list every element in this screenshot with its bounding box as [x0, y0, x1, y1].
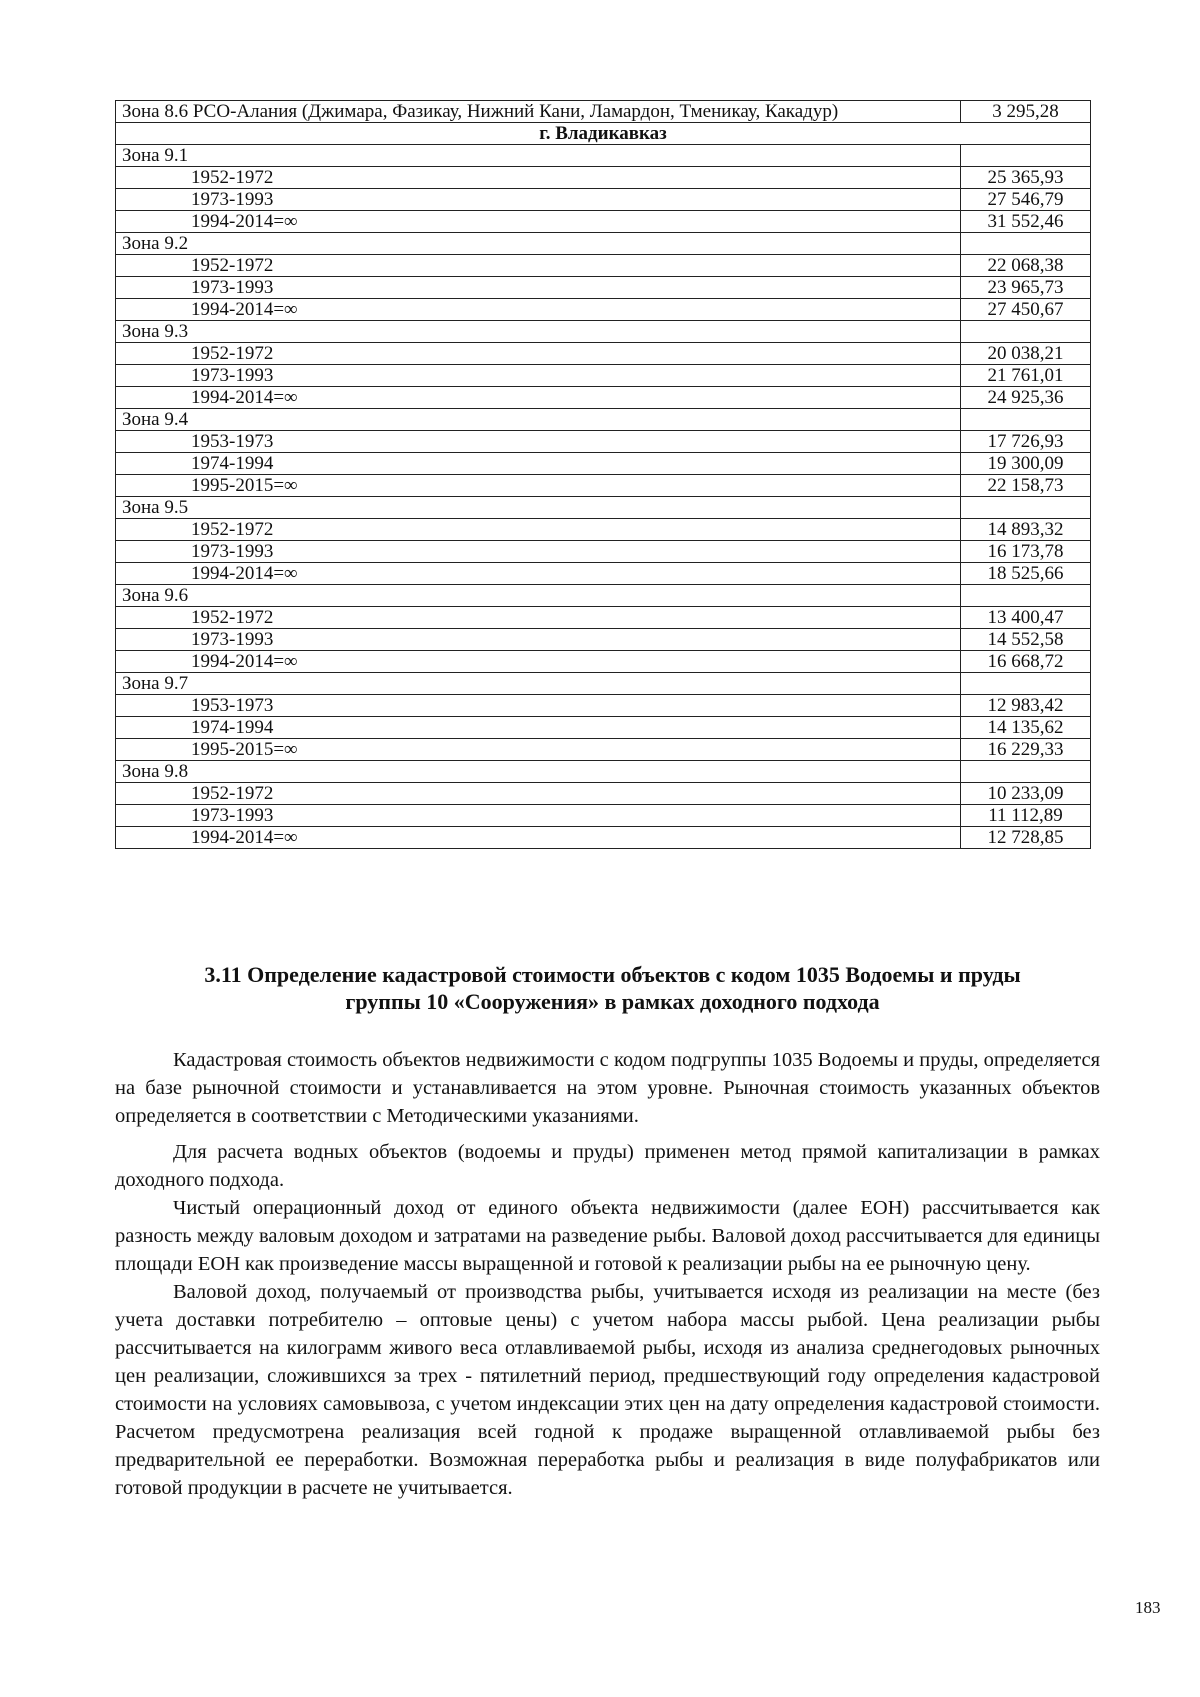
table-row: [116, 409, 1091, 431]
table-row: [116, 541, 1091, 563]
period-cell: 1994-2014=∞: [116, 211, 961, 233]
section-heading: [120, 961, 1105, 1015]
value-cell: 31 552,46: [961, 211, 1091, 233]
zone-label: Зона 9.4: [116, 409, 961, 431]
value-cell: 16 173,78: [961, 541, 1091, 563]
table-row: [116, 233, 1091, 255]
value-cell: 24 925,36: [961, 387, 1091, 409]
period-cell: 1973-1993: [116, 189, 961, 211]
table-row: [116, 211, 1091, 233]
zone-label: Зона 9.3: [116, 321, 961, 343]
table-row: [116, 145, 1091, 167]
zone-label: Зона 9.6: [116, 585, 961, 607]
table-row: [116, 387, 1091, 409]
value-cell: 10 233,09: [961, 783, 1091, 805]
table-row: [116, 365, 1091, 387]
value-cell: 22 158,73: [961, 475, 1091, 497]
zone-label: Зона 9.7: [116, 673, 961, 695]
value-cell: 23 965,73: [961, 277, 1091, 299]
table-row: [116, 651, 1091, 673]
table-row: [116, 519, 1091, 541]
table-row: [116, 453, 1091, 475]
table-row: [116, 673, 1091, 695]
page-number: 183: [1135, 1598, 1161, 1617]
zone-value-empty: [961, 585, 1091, 607]
zone-value: 3 295,28: [961, 101, 1091, 123]
table-row: [116, 497, 1091, 519]
value-cell: 22 068,38: [961, 255, 1091, 277]
table-row: [116, 607, 1091, 629]
table-row: [116, 299, 1091, 321]
period-cell: 1994-2014=∞: [116, 387, 961, 409]
value-cell: 12 983,42: [961, 695, 1091, 717]
table-row: [116, 475, 1091, 497]
table-row: [116, 717, 1091, 739]
period-cell: 1952-1972: [116, 607, 961, 629]
zone-value-empty: [961, 497, 1091, 519]
value-cell: 17 726,93: [961, 431, 1091, 453]
period-cell: 1995-2015=∞: [116, 475, 961, 497]
table-row: [116, 431, 1091, 453]
period-cell: 1995-2015=∞: [116, 739, 961, 761]
table-row: [116, 321, 1091, 343]
cadastral-value-table: [115, 100, 1091, 849]
table-row: [116, 123, 1091, 145]
paragraph: Для расчета водных объектов (водоемы и пруды) применен метод прямой капитализации в рамках доходного подхода.: [115, 1141, 1100, 1191]
zone-value-empty: [961, 321, 1091, 343]
period-cell: 1974-1994: [116, 717, 961, 739]
period-cell: 1973-1993: [116, 365, 961, 387]
zone-label: Зона 9.2: [116, 233, 961, 255]
value-cell: 27 450,67: [961, 299, 1091, 321]
table-row: [116, 255, 1091, 277]
zone-label: Зона 9.1: [116, 145, 961, 167]
period-cell: 1974-1994: [116, 453, 961, 475]
period-cell: 1973-1993: [116, 805, 961, 827]
period-cell: 1973-1993: [116, 277, 961, 299]
table-row: [116, 563, 1091, 585]
period-cell: 1994-2014=∞: [116, 651, 961, 673]
period-cell: 1994-2014=∞: [116, 563, 961, 585]
period-cell: 1952-1972: [116, 343, 961, 365]
value-cell: 16 668,72: [961, 651, 1091, 673]
zone-value-empty: [961, 233, 1091, 255]
value-cell: 18 525,66: [961, 563, 1091, 585]
table-row: [116, 761, 1091, 783]
period-cell: 1953-1973: [116, 695, 961, 717]
table-row: [116, 277, 1091, 299]
zone-value-empty: [961, 673, 1091, 695]
period-cell: 1952-1972: [116, 255, 961, 277]
value-cell: 14 135,62: [961, 717, 1091, 739]
period-cell: 1952-1972: [116, 783, 961, 805]
period-cell: 1952-1972: [116, 519, 961, 541]
paragraph: Кадастровая стоимость объектов недвижимости с кодом подгруппы 1035 Водоемы и пруды, определяется на базе рыночной стоимости и устанавливается на этом уровне. Рыночная стоимость указанных объектов определяется в соответствии с Методическими указаниями.: [115, 1049, 1100, 1127]
value-cell: 12 728,85: [961, 827, 1091, 849]
paragraph: Валовой доход, получаемый от производства рыбы, учитывается исходя из реализации на месте (без учета доставки потребителю – оптовые цены) с учетом набора массы рыбой. Цена реализации рыбы рассчитывается на килограмм живого веса отлавливаемой рыбы, исходя из анализа среднегодовых рыночных цен реализации, сложившихся за трех - пятилетний период, предшествующий году определения кадастровой стоимости на условиях самовывоза, с учетом индексации этих цен на дату определения кадастровой стоимости. Расчетом предусмотрена реализация всей годной к продаже выращенной отлавливаемой рыбы без предварительной ее переработки. Возможная переработка рыбы и реализация в виде полуфабрикатов или готовой продукции в расчете не учитывается.: [115, 1281, 1100, 1499]
period-cell: 1994-2014=∞: [116, 299, 961, 321]
value-cell: 14 893,32: [961, 519, 1091, 541]
period-cell: 1973-1993: [116, 541, 961, 563]
table-row: [116, 629, 1091, 651]
table-row: [116, 805, 1091, 827]
section-heading-line: 3.11 Определение кадастровой стоимости объектов с кодом 1035 Водоемы и пруды: [204, 962, 1021, 987]
section-body: [115, 1046, 1100, 1510]
section-heading-line: группы 10 «Сооружения» в рамках доходного подхода: [345, 989, 880, 1014]
period-cell: 1953-1973: [116, 431, 961, 453]
table-row: [116, 783, 1091, 805]
value-cell: 27 546,79: [961, 189, 1091, 211]
value-cell: 20 038,21: [961, 343, 1091, 365]
zone-label: Зона 9.5: [116, 497, 961, 519]
value-cell: 11 112,89: [961, 805, 1091, 827]
city-header: г. Владикавказ: [116, 123, 1091, 145]
table-row: [116, 827, 1091, 849]
table-row: [116, 189, 1091, 211]
zone-value-empty: [961, 409, 1091, 431]
table-row: [116, 739, 1091, 761]
zone-label: Зона 8.6 РСО-Алания (Джимара, Фазикау, Нижний Кани, Ламардон, Тменикау, Какадур): [116, 101, 961, 123]
value-cell: 19 300,09: [961, 453, 1091, 475]
zone-value-empty: [961, 761, 1091, 783]
zone-value-empty: [961, 145, 1091, 167]
paragraph: Чистый операционный доход от единого объекта недвижимости (далее ЕОН) рассчитывается как разность между валовым доходом и затратами на разведение рыбы. Валовой доход рассчитывается для единицы площади ЕОН как произведение массы выращенной и готовой к реализации рыбы на ее рыночную цену.: [115, 1197, 1100, 1275]
table-row: [116, 167, 1091, 189]
value-cell: 16 229,33: [961, 739, 1091, 761]
table-row: [116, 695, 1091, 717]
period-cell: 1973-1993: [116, 629, 961, 651]
value-cell: 21 761,01: [961, 365, 1091, 387]
value-cell: 25 365,93: [961, 167, 1091, 189]
period-cell: 1952-1972: [116, 167, 961, 189]
table-row: [116, 101, 1091, 123]
period-cell: 1994-2014=∞: [116, 827, 961, 849]
value-cell: 13 400,47: [961, 607, 1091, 629]
value-cell: 14 552,58: [961, 629, 1091, 651]
table-row: [116, 343, 1091, 365]
zone-label: Зона 9.8: [116, 761, 961, 783]
table-row: [116, 585, 1091, 607]
